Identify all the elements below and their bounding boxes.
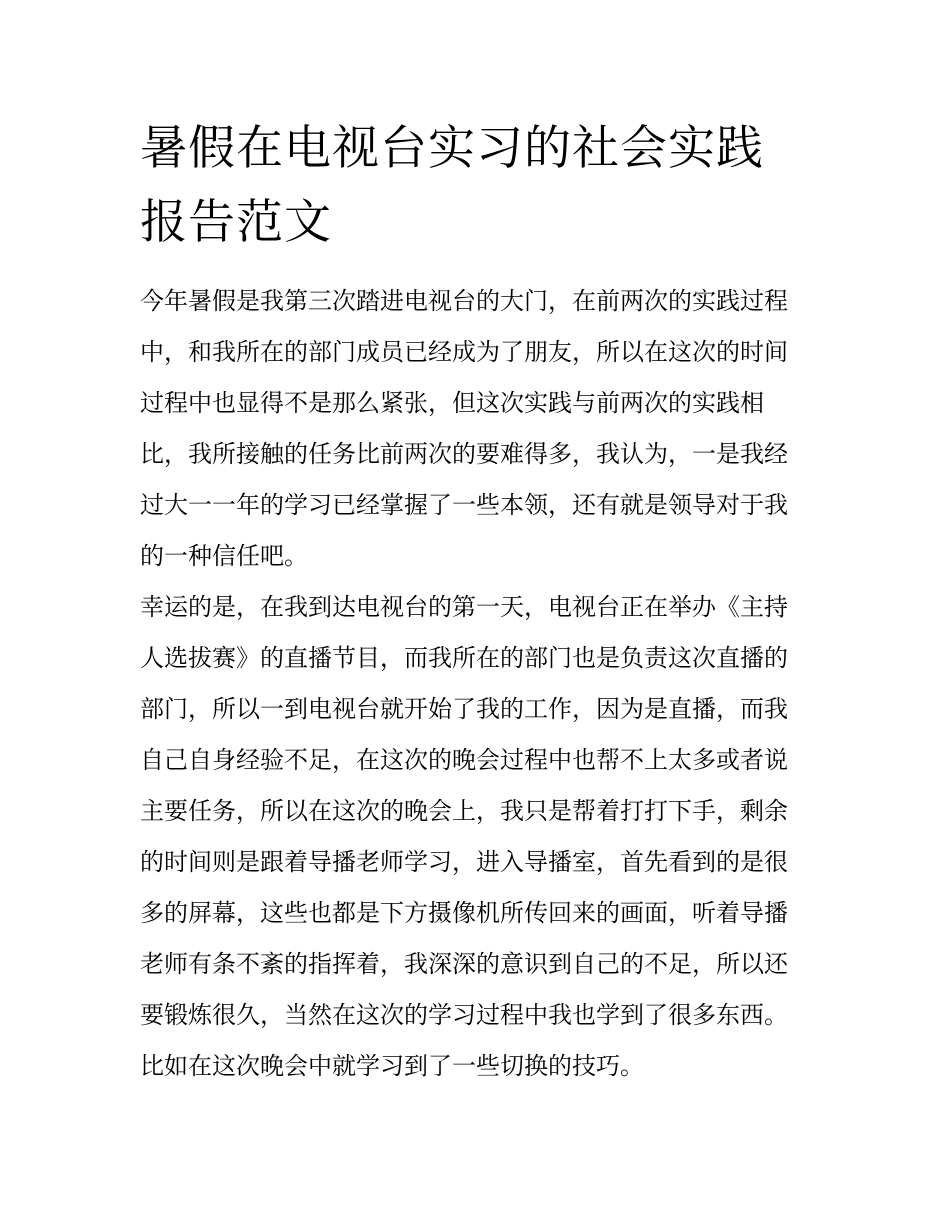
paragraph-line: 中，和我所在的部门成员已经成为了朋友，所以在这次的时间 (140, 338, 788, 366)
paragraph-line: 主要任务，所以在这次的晚会上，我只是帮着打打下手，剩余 (140, 797, 788, 825)
paragraph-line: 过程中也显得不是那么紧张，但这次实践与前两次的实践相 (140, 389, 764, 417)
title-line: 报告范文 (140, 195, 332, 250)
paragraph-line: 要锻炼很久，当然在这次的学习过程中我也学到了很多东西。 (140, 1001, 788, 1029)
paragraph-1 (140, 276, 830, 582)
paragraph-line: 多的屏幕，这些也都是下方摄像机所传回来的画面，听着导播 (140, 899, 788, 927)
paragraph-line: 自己自身经验不足，在这次的晚会过程中也帮不上太多或者说 (140, 746, 788, 774)
paragraph-line: 过大一一年的学习已经掌握了一些本领，还有就是领导对于我 (140, 491, 788, 519)
title-line: 暑假在电视台实习的社会实践 (140, 121, 764, 176)
paragraph-line: 今年暑假是我第三次踏进电视台的大门，在前两次的实践过程 (140, 287, 788, 315)
paragraph-line: 人选拔赛》的直播节目，而我所在的部门也是负责这次直播的 (140, 644, 788, 672)
paragraph-line: 的时间则是跟着导播老师学习，进入导播室，首先看到的是很 (140, 848, 788, 876)
paragraph-line: 比如在这次晚会中就学习到了一些切换的技巧。 (140, 1052, 644, 1080)
paragraph-line: 幸运的是，在我到达电视台的第一天，电视台正在举办《主持 (140, 593, 788, 621)
paragraph-line: 老师有条不紊的指挥着，我深深的意识到自己的不足，所以还 (140, 950, 788, 978)
paragraph-2 (140, 582, 830, 1092)
paragraph-line: 比，我所接触的任务比前两次的要难得多，我认为，一是我经 (140, 440, 788, 468)
document-body (140, 276, 830, 1092)
paragraph-line: 部门，所以一到电视台就开始了我的工作，因为是直播，而我 (140, 695, 788, 723)
paragraph-line: 的一种信任吧。 (140, 542, 308, 570)
document-title (140, 112, 820, 260)
